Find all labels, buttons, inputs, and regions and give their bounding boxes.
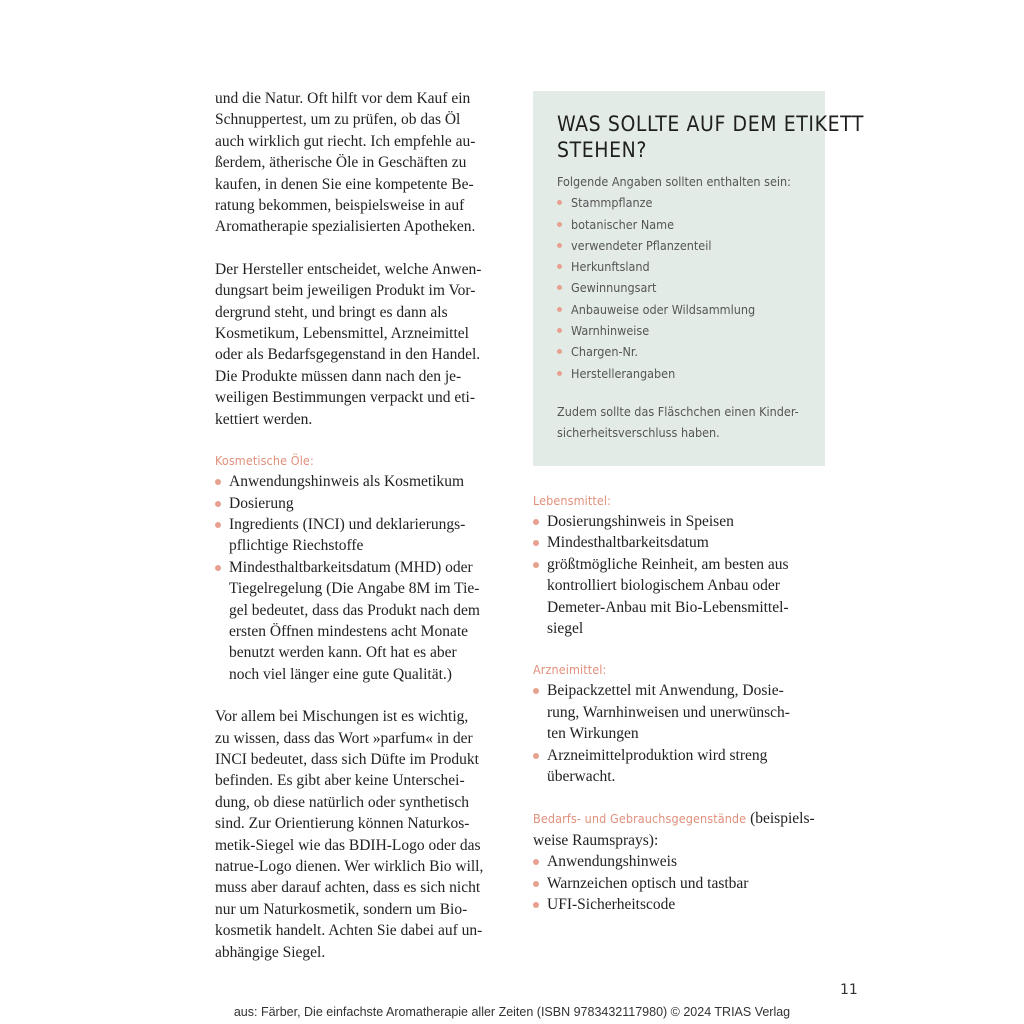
food-heading: Lebensmittel: — [533, 493, 612, 508]
list-item — [215, 493, 511, 514]
medicine-list — [533, 680, 825, 787]
bullet-icon — [533, 540, 539, 546]
list-item-text: Ingredients (INCI) und deklarierungs- — [229, 515, 466, 533]
list-item — [557, 277, 809, 298]
text-line: kaufen, in denen Sie eine kompetente Be- — [215, 175, 474, 193]
label-info-box — [533, 91, 865, 466]
text-line: oder als Bedarfsgegenstand in den Handel. — [215, 346, 481, 364]
text-line: Der Hersteller entscheidet, welche Anwen- — [215, 260, 482, 278]
left-column — [215, 88, 511, 984]
right-column — [533, 491, 825, 916]
bullet-icon — [533, 562, 539, 568]
info-box-intro: Folgende Angaben sollten enthalten sein: — [557, 174, 791, 189]
list-item-text: pflichtige Riechstoffe — [229, 537, 364, 555]
text-line: dergrund steht, und bringt es dann als — [215, 303, 448, 321]
list-item-text: Dosierung — [229, 494, 294, 512]
list-item — [215, 557, 511, 685]
bullet-icon — [557, 371, 562, 376]
list-item — [557, 299, 809, 320]
cosmetic-oils-list — [215, 471, 511, 685]
list-item-text: überwacht. — [547, 768, 616, 786]
list-item-text: Stammpflanze — [571, 195, 653, 211]
bullet-icon — [533, 881, 539, 887]
bullet-icon — [215, 522, 221, 528]
text-line: kettiert werden. — [215, 410, 313, 428]
text-line: ßerdem, ätherische Öle in Geschäften zu — [215, 154, 467, 172]
list-item-text: Warnzeichen optisch und tastbar — [547, 874, 749, 892]
bullet-icon — [557, 264, 562, 269]
text-line: dung, ob diese natürlich oder synthetisch — [215, 793, 469, 811]
bullet-icon — [557, 349, 562, 354]
bullet-icon — [533, 688, 539, 694]
medicine-heading: Arzneimittel: — [533, 662, 607, 678]
list-item-text: Anwendungshinweis als Kosmetikum — [229, 473, 465, 491]
text-line: befinden. Es gibt aber keine Unterschei- — [215, 772, 465, 790]
text-line: nur um Naturkosmetik, sondern um Bio- — [215, 900, 468, 918]
info-box-outro — [557, 401, 809, 444]
list-item — [533, 511, 825, 532]
list-item-text: Tiegelregelung (Die Angabe 8M im Tie- — [229, 580, 480, 598]
list-item — [533, 873, 825, 894]
list-item-text: Demeter-Anbau mit Bio-Lebensmittel- — [547, 598, 789, 616]
text-line: Aromatherapie spezialisierten Apotheken. — [215, 218, 476, 236]
list-item — [557, 341, 809, 362]
list-item — [557, 235, 809, 256]
list-item-text: benutzt werden kann. Oft hat es aber — [229, 644, 457, 662]
bullet-icon — [557, 243, 562, 248]
list-item — [557, 363, 809, 384]
text-line: Kosmetikum, Lebensmittel, Arzneimittel — [215, 325, 469, 343]
text-line: INCI bedeutet, dass sich Düfte im Produkt — [215, 750, 479, 768]
list-item-text: gel bedeutet, dass das Produkt nach dem — [229, 601, 480, 619]
title-line: STEHEN? — [557, 138, 647, 162]
text-line: Vor allem bei Mischungen ist es wichtig, — [215, 708, 469, 726]
list-item-text: Warnhinweise — [571, 323, 650, 339]
list-item-text: Chargen-Nr. — [571, 344, 638, 360]
bullet-icon — [533, 753, 539, 759]
list-item — [533, 894, 825, 915]
info-box-title — [557, 111, 865, 163]
list-item-text: ersten Öffnen mindestens acht Monate — [229, 622, 469, 640]
food-list — [533, 511, 825, 639]
list-item-text: verwendeter Pflanzenteil — [571, 237, 712, 253]
list-item — [533, 851, 825, 872]
list-item-text: Dosierungshinweis in Speisen — [547, 513, 734, 530]
paragraph-3 — [215, 706, 511, 963]
text-line: zu wissen, dass das Wort »parfum« in der — [215, 729, 473, 747]
list-item — [557, 256, 809, 277]
list-item-text: botanischer Name — [571, 216, 675, 232]
text-line: sicherheitsverschluss haben. — [557, 425, 720, 441]
list-item — [215, 514, 511, 557]
goods-list — [533, 851, 825, 915]
info-box-list — [557, 192, 809, 384]
list-item-text: kontrolliert biologischem Anbau oder — [547, 577, 780, 595]
text-line: metik-Siegel wie das BDIH-Logo oder das — [215, 836, 481, 854]
bullet-icon — [557, 328, 562, 333]
page-number: 11 — [840, 982, 858, 998]
bullet-icon — [533, 902, 539, 908]
list-item-text: größtmögliche Reinheit, am besten aus — [547, 555, 789, 573]
text-line: und die Natur. Oft hilft vor dem Kauf ein — [215, 90, 471, 107]
list-item-text: Mindesthaltbarkeitsdatum — [547, 534, 709, 552]
bullet-icon — [533, 859, 539, 865]
text-line: dungsart beim jeweiligen Produkt im Vor- — [215, 282, 476, 300]
list-item-text: Herstellerangaben — [571, 365, 676, 381]
text-line: natrue-Logo dienen. Wer wirklich Bio will, — [215, 858, 484, 875]
bullet-icon — [215, 565, 221, 571]
list-item — [557, 320, 809, 341]
bullet-icon — [533, 519, 539, 525]
list-item — [533, 745, 825, 788]
text-line: Die Produkte müssen dann nach den je- — [215, 367, 462, 385]
list-item-text: Beipackzettel mit Anwendung, Dosie- — [547, 682, 784, 700]
list-item-text: rung, Warnhinweisen und unerwünsch- — [547, 703, 790, 721]
list-item-text: UFI-Sicherheitscode — [547, 896, 676, 914]
text-line: muss aber darauf achten, dass es sich nicht — [215, 879, 481, 897]
goods-heading — [533, 808, 825, 851]
list-item — [557, 192, 809, 213]
list-item-text: Arzneimittelproduktion wird streng — [547, 746, 768, 764]
list-item-text: Anwendungshinweis — [547, 853, 678, 871]
text-line: Schnuppertest, um zu prüfen, ob das Öl — [215, 111, 461, 129]
list-item — [557, 214, 809, 235]
text-line: Zudem sollte das Fläschchen einen Kinder- — [557, 403, 799, 419]
text-line: sind. Zur Orientierung können Naturkos- — [215, 815, 470, 833]
goods-heading-suffix: (beispiels- — [746, 810, 815, 828]
title-line: WAS SOLLTE AUF DEM ETIKETT — [557, 112, 865, 136]
paragraph-1 — [215, 88, 511, 238]
bullet-icon — [557, 222, 562, 227]
footer-citation: aus: Färber, Die einfachste Aromatherapie aller Zeiten (ISBN 9783432117980) © 2024 TRIAS Verlag — [233, 1005, 791, 1019]
bullet-icon — [557, 200, 562, 205]
list-item-text: noch viel länger eine gute Qualität.) — [229, 665, 452, 683]
list-item-text: Mindesthaltbarkeitsdatum (MHD) oder — [229, 558, 473, 576]
goods-heading-label: Bedarfs- und Gebrauchsgegenstände — [533, 811, 747, 827]
text-line: abhängige Siegel. — [215, 943, 326, 961]
goods-heading-line2: weise Raumsprays): — [533, 831, 659, 849]
list-item-text: Gewinnungsart — [571, 280, 657, 296]
list-item-text: siegel — [547, 620, 584, 638]
text-line: kosmetik handelt. Achten Sie dabei auf un- — [215, 922, 483, 940]
cosmetic-oils-heading: Kosmetische Öle: — [215, 453, 314, 469]
text-line: ratung bekommen, beispielsweise in auf — [215, 197, 465, 215]
list-item-text: Herkunftsland — [571, 259, 650, 275]
list-item — [533, 680, 825, 744]
bullet-icon — [557, 285, 562, 290]
bullet-icon — [557, 307, 562, 312]
list-item — [533, 554, 825, 640]
bullet-icon — [215, 501, 221, 507]
list-item-text: Anbauweise oder Wildsammlung — [571, 301, 756, 317]
text-line: weiligen Bestimmungen verpackt und eti- — [215, 389, 475, 407]
list-item — [215, 471, 511, 492]
list-item-text: ten Wirkungen — [547, 725, 639, 743]
text-line: auch wirklich gut riecht. Ich empfehle au- — [215, 132, 476, 150]
list-item — [533, 532, 825, 553]
paragraph-2 — [215, 259, 511, 430]
bullet-icon — [215, 479, 221, 485]
